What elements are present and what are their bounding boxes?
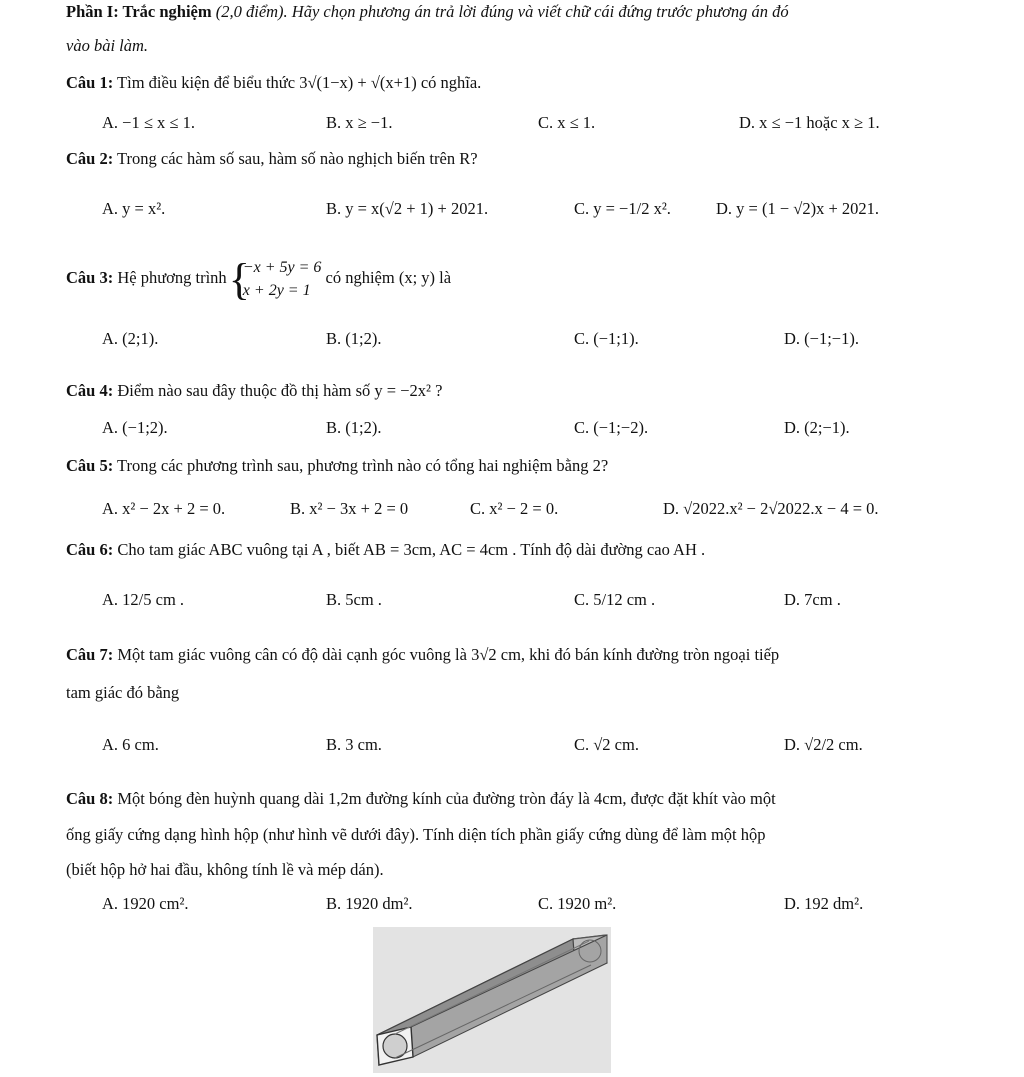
option-d[interactable]: D. x ≤ −1 hoặc x ≥ 1. <box>739 113 880 132</box>
option-d[interactable]: D. (2;−1). <box>784 418 850 437</box>
question-7 <box>66 645 779 665</box>
question-1 <box>66 73 481 93</box>
question-label: Câu 1: <box>66 73 114 92</box>
option-b[interactable]: B. 3 cm. <box>326 735 382 754</box>
option-c[interactable]: C. x ≤ 1. <box>538 113 596 132</box>
question-text: Cho tam giác ABC vuông tại A , biết AB = 3cm, AC = 4cm . Tính độ dài đường cao AH . <box>117 540 706 559</box>
question-text: Một tam giác vuông cân có độ dài cạnh góc vuông là 3√2 cm, khi đó bán kính đường tròn ngoại tiếp <box>117 645 780 664</box>
question-8 <box>66 789 776 809</box>
question-label: Câu 3: <box>66 267 114 287</box>
option-a[interactable]: A. 12/5 cm . <box>102 590 185 609</box>
option-a[interactable]: A. (−1;2). <box>102 418 168 437</box>
part-note: (2,0 điểm). Hãy chọn phương án trả lời đúng và viết chữ cái đứng trước phương án đó <box>215 2 789 21</box>
option-a[interactable]: A. 6 cm. <box>102 735 159 754</box>
option-c[interactable]: C. 5/12 cm . <box>574 590 656 609</box>
question-text-after: có nghiệm (x; y) là <box>325 267 452 287</box>
option-b[interactable]: B. 5cm . <box>326 590 382 609</box>
question-text: Một bóng đèn huỳnh quang dài 1,2m đường kính của đường tròn đáy là 4cm, được đặt khít vào một <box>117 789 776 808</box>
option-b[interactable]: B. y = x(√2 + 1) + 2021. <box>326 199 489 218</box>
option-c[interactable]: C. y = −1/2 x². <box>574 199 671 218</box>
question-label: Câu 8: <box>66 789 114 808</box>
equation-system <box>231 256 322 302</box>
option-a[interactable]: A. 1920 cm². <box>102 894 189 913</box>
question-text-2: ống giấy cứng dạng hình hộp (như hình vẽ dưới đây). Tính diện tích phần giấy cứng dùng để làm một hộp <box>66 825 766 844</box>
question-label: Câu 2: <box>66 149 114 168</box>
option-c[interactable]: C. 1920 m². <box>538 894 617 913</box>
question-label: Câu 7: <box>66 645 114 664</box>
equation-2: x + 2y = 1 <box>242 282 311 300</box>
question-text: Hệ phương trình <box>117 267 227 287</box>
option-b[interactable]: B. 1920 dm². <box>326 894 413 913</box>
option-b[interactable]: B. x² − 3x + 2 = 0 <box>290 499 409 518</box>
question-label: Câu 4: <box>66 381 114 400</box>
question-2 <box>66 149 478 169</box>
option-b[interactable]: B. (1;2). <box>326 329 382 348</box>
part-title: Phần I: Trắc nghiệm <box>66 2 212 21</box>
option-a[interactable]: A. y = x². <box>102 199 166 218</box>
option-d[interactable]: D. (−1;−1). <box>784 329 859 348</box>
question-6 <box>66 540 705 560</box>
option-c[interactable]: C. √2 cm. <box>574 735 639 754</box>
question-text-2: tam giác đó bằng <box>66 683 180 702</box>
question-text: Tìm điều kiện để biểu thức 3√(1−x) + √(x+1) có nghĩa. <box>117 73 482 92</box>
option-a[interactable]: A. (2;1). <box>102 329 159 348</box>
question-label: Câu 5: <box>66 456 114 475</box>
option-d[interactable]: D. y = (1 − √2)x + 2021. <box>716 199 880 218</box>
option-d[interactable]: D. 192 dm². <box>784 894 864 913</box>
option-d[interactable]: D. √2/2 cm. <box>784 735 863 754</box>
option-d[interactable]: D. 7cm . <box>784 590 841 609</box>
option-c[interactable]: C. x² − 2 = 0. <box>470 499 559 518</box>
question-text-3: (biết hộp hở hai đầu, không tính lề và mép dán). <box>66 860 384 879</box>
equation-1: { −x + 5y = 6 <box>242 259 322 276</box>
part-note-2: vào bài làm. <box>66 36 149 55</box>
question-label: Câu 6: <box>66 540 114 559</box>
question-3 <box>66 256 451 302</box>
option-a[interactable]: A. −1 ≤ x ≤ 1. <box>102 113 195 132</box>
option-d[interactable]: D. √2022.x² − 2√2022.x − 4 = 0. <box>663 499 879 518</box>
part-header <box>66 2 789 22</box>
question-text: Trong các hàm số sau, hàm số nào nghịch biến trên R? <box>117 149 478 168</box>
option-a[interactable]: A. x² − 2x + 2 = 0. <box>102 499 226 518</box>
option-b[interactable]: B. x ≥ −1. <box>326 113 393 132</box>
option-c[interactable]: C. (−1;1). <box>574 329 639 348</box>
question-4 <box>66 381 442 401</box>
option-b[interactable]: B. (1;2). <box>326 418 382 437</box>
question-text: Trong các phương trình sau, phương trình nào có tổng hai nghiệm bằng 2? <box>117 456 609 475</box>
question-text: Điểm nào sau đây thuộc đồ thị hàm số y = −2x² ? <box>117 381 443 400</box>
question-5 <box>66 456 608 476</box>
box-tube-figure <box>373 927 611 1073</box>
option-c[interactable]: C. (−1;−2). <box>574 418 649 437</box>
